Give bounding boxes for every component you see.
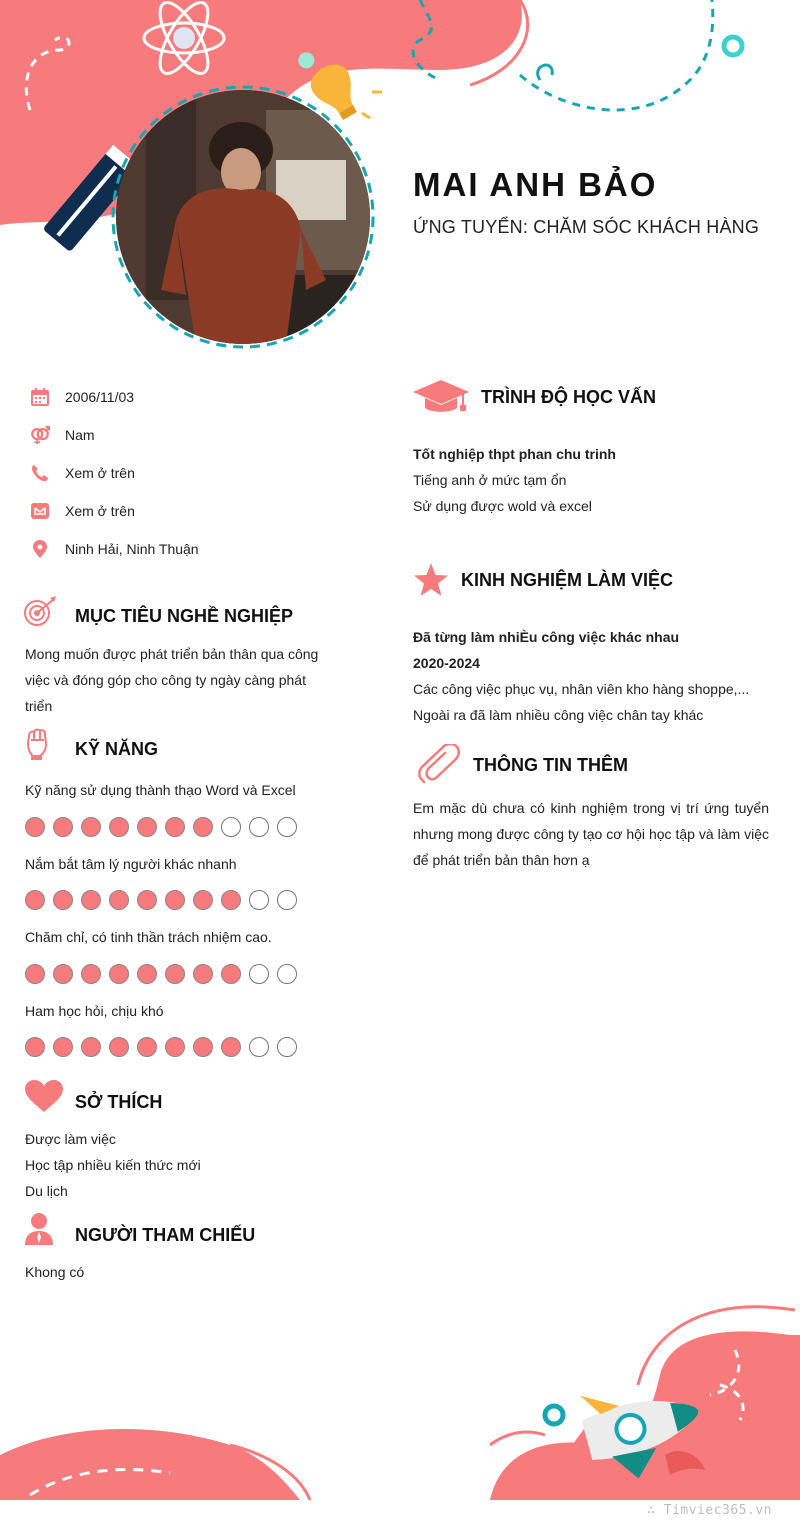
star-icon — [413, 563, 449, 597]
extra-text — [413, 795, 769, 873]
experience-title: KINH NGHIỆM LÀM VIỆC — [461, 570, 674, 590]
education-school: Tốt nghiệp thpt phan chu trinh — [413, 446, 616, 462]
rating-dot-filled — [109, 964, 129, 984]
rating-dot-filled — [193, 1037, 213, 1057]
objective-title: MỤC TIÊU NGHỀ NGHIỆP — [75, 606, 294, 626]
experience-details — [413, 624, 749, 728]
email-icon — [30, 501, 50, 521]
skill-label: Ham học hỏi, chịu khó — [25, 1003, 164, 1019]
rating-dot-filled — [81, 1037, 101, 1057]
heart-icon — [25, 1080, 63, 1112]
watermark: ∴ Timviec365.vn — [647, 1503, 772, 1518]
rating-dot-empty — [277, 1037, 297, 1057]
rating-dot-filled — [53, 1037, 73, 1057]
address-text: Ninh Hải, Ninh Thuận — [65, 541, 199, 557]
gender-text: Nam — [65, 427, 95, 443]
rating-dot-filled — [165, 890, 185, 910]
rating-dot-filled — [221, 890, 241, 910]
header-decoration — [0, 0, 800, 360]
target-icon — [24, 596, 58, 628]
rating-dot-filled — [53, 817, 73, 837]
education-line: Sử dụng được wold và excel — [413, 498, 592, 514]
extra-line: để phát triển bản thân hơn ạ — [413, 852, 590, 868]
contact-address — [30, 537, 199, 561]
skill-label: Chăm chỉ, có tinh thần trách nhiệm cao. — [25, 929, 272, 945]
phone-icon — [30, 463, 50, 483]
extra-line: nhưng mong được công ty tạo cơ hội học tập và làm việc — [413, 826, 769, 842]
fist-icon — [26, 728, 48, 760]
gender-icon — [30, 425, 50, 445]
experience-line: Các công việc phục vụ, nhân viên kho hàng shoppe,... — [413, 681, 750, 697]
rating-dot-filled — [109, 1037, 129, 1057]
rating-dot-filled — [81, 817, 101, 837]
rating-dot-filled — [221, 1037, 241, 1057]
objective-line: Mong muốn được phát triển bản thân qua công — [25, 646, 319, 662]
education-details — [413, 441, 616, 519]
applied-position: ỨNG TUYỂN: CHĂM SÓC KHÁCH HÀNG — [413, 217, 760, 237]
rating-dot-filled — [137, 817, 157, 837]
rating-dot-empty — [249, 817, 269, 837]
contact-gender — [30, 423, 95, 447]
email-text: Xem ở trên — [65, 503, 135, 519]
skill-label: Nắm bắt tâm lý người khác nhanh — [25, 856, 237, 872]
rating-dot-filled — [193, 890, 213, 910]
references-text: Khong có — [25, 1264, 85, 1280]
contact-email — [30, 499, 135, 523]
rating-dot-filled — [25, 817, 45, 837]
calendar-icon — [30, 387, 50, 407]
rating-dot-empty — [277, 890, 297, 910]
hobby-item: Được làm việc — [25, 1131, 116, 1147]
skill-label: Kỹ năng sử dụng thành thạo Word và Excel — [25, 782, 296, 798]
education-title: TRÌNH ĐỘ HỌC VẤN — [481, 387, 656, 407]
rating-dot-filled — [137, 1037, 157, 1057]
rating-dot-filled — [137, 964, 157, 984]
rating-dot-filled — [25, 1037, 45, 1057]
rating-dot-filled — [193, 817, 213, 837]
skill-rating — [25, 890, 297, 910]
rating-dot-filled — [53, 964, 73, 984]
hobbies-list — [25, 1126, 201, 1204]
rating-dot-filled — [25, 964, 45, 984]
rating-dot-filled — [193, 964, 213, 984]
rating-dot-filled — [221, 964, 241, 984]
rating-dot-empty — [249, 890, 269, 910]
rating-dot-filled — [165, 1037, 185, 1057]
objective-text — [25, 641, 320, 719]
rating-dot-filled — [137, 890, 157, 910]
objective-line: việc và đóng góp cho công ty ngày càng phát — [25, 672, 306, 688]
footer-decoration — [0, 1295, 800, 1505]
hobby-item: Học tập nhiều kiến thức mới — [25, 1157, 201, 1173]
rating-dot-filled — [53, 890, 73, 910]
rating-dot-filled — [81, 890, 101, 910]
extra-title: THÔNG TIN THÊM — [473, 755, 628, 775]
rating-dot-empty — [221, 817, 241, 837]
skill-rating — [25, 1037, 297, 1057]
location-pin-icon — [30, 539, 50, 559]
birthday-text: 2006/11/03 — [65, 389, 135, 405]
candidate-name: MAI ANH BẢO — [413, 166, 658, 203]
phone-text: Xem ở trên — [65, 465, 135, 481]
rating-dot-filled — [165, 817, 185, 837]
rating-dot-filled — [109, 890, 129, 910]
experience-line: Ngoài ra đã làm nhiều công việc chân tay khác — [413, 707, 704, 723]
graduation-cap-icon — [413, 380, 469, 414]
rating-dot-empty — [249, 964, 269, 984]
rating-dot-filled — [81, 964, 101, 984]
rating-dot-filled — [25, 890, 45, 910]
references-title: NGƯỜI THAM CHIẾU — [75, 1225, 256, 1245]
experience-role: Đã từng làm nhiÈu công việc khác nhau — [413, 629, 680, 645]
skills-title: KỸ NĂNG — [75, 739, 159, 759]
hobbies-title: SỞ THÍCH — [75, 1092, 163, 1112]
extra-line: Em mặc dù chưa có kinh nghiệm trong vị trí ứng tuyển — [413, 800, 769, 816]
avatar — [116, 90, 370, 344]
contact-phone — [30, 461, 135, 485]
rating-dot-empty — [249, 1037, 269, 1057]
contact-birthday — [30, 385, 134, 409]
skill-rating — [25, 817, 297, 837]
hobby-item: Du lịch — [25, 1183, 68, 1199]
rating-dot-empty — [277, 817, 297, 837]
experience-period: 2020-2024 — [413, 655, 480, 671]
education-line: Tiếng anh ở mức tạm ổn — [413, 472, 567, 488]
rating-dot-filled — [165, 964, 185, 984]
rating-dot-filled — [109, 817, 129, 837]
objective-line: triển — [25, 698, 53, 714]
paperclip-icon — [416, 744, 460, 786]
skill-rating — [25, 964, 297, 984]
person-icon — [25, 1213, 53, 1245]
rating-dot-empty — [277, 964, 297, 984]
